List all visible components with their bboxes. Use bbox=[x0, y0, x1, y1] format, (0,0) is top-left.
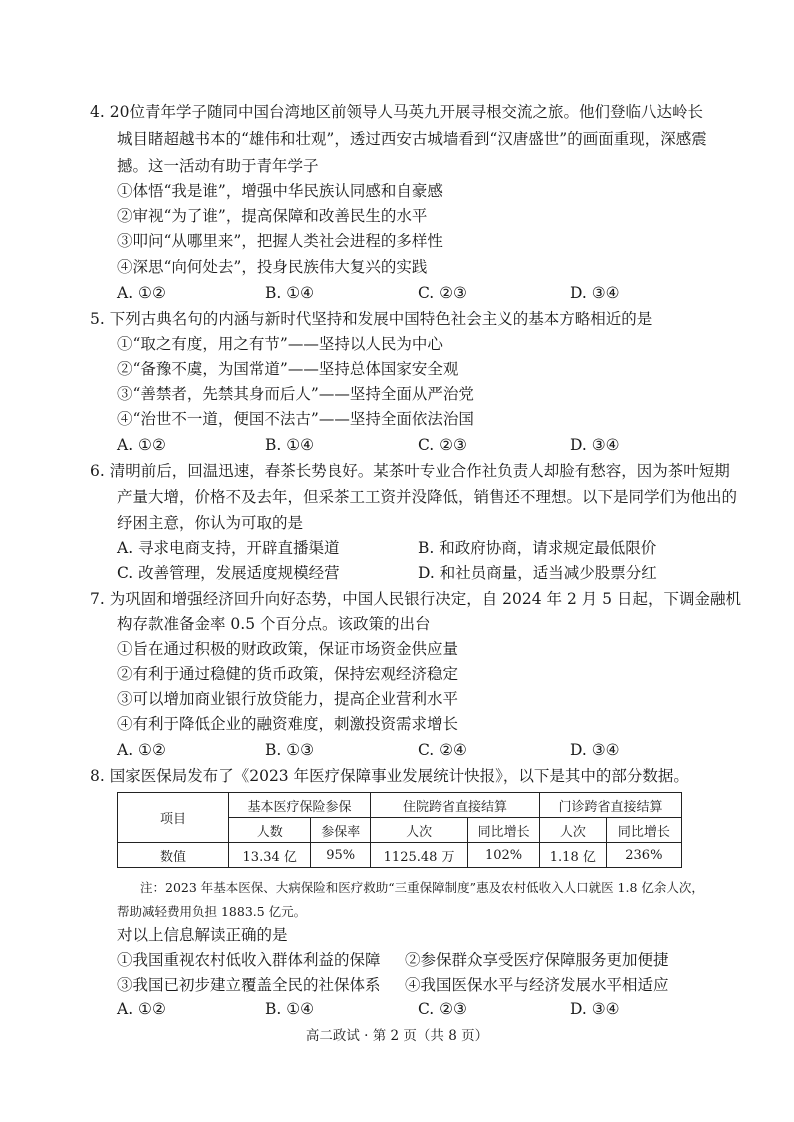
q8-option-b: B. ①④ bbox=[265, 1000, 315, 1018]
q8-stem-line1: 8. 国家医保局发布了《2023 年医疗保障事业发展统计快报》，以下是其中的部分数据。 bbox=[90, 767, 689, 785]
table-cell: 102% bbox=[468, 843, 540, 868]
q4-option-c: C. ②③ bbox=[418, 284, 467, 302]
table-subheader: 人次 bbox=[371, 818, 468, 843]
q7-stem-line2: 构存款准备金率 0.5 个百分点。该政策的出台 bbox=[117, 615, 431, 633]
q8-option-a: A. ①② bbox=[117, 1000, 166, 1018]
q5-option-d: D. ③④ bbox=[570, 436, 620, 454]
q4-item-1: ①体悟“我是谁”，增强中华民族认同感和自豪感 bbox=[117, 182, 443, 200]
table-subheader: 参保率 bbox=[311, 818, 371, 843]
q8-prompt: 对以上信息解读正确的是 bbox=[117, 926, 288, 944]
q5-option-a: A. ①② bbox=[117, 436, 166, 454]
table-cell: 236% bbox=[606, 843, 681, 868]
q4-option-b: B. ①④ bbox=[265, 284, 315, 302]
q8-note-line2: 帮助减轻费用负担 1883.5 亿元。 bbox=[117, 904, 307, 919]
q6-option-d: D. 和社员商量，适当减少股票分红 bbox=[418, 564, 657, 582]
table-subheader: 同比增长 bbox=[606, 818, 681, 843]
q8-note-line1: 注：2023 年基本医保、大病保险和医疗救助“三重保障制度”惠及农村低收入人口就医 1.8 亿余人次， bbox=[140, 880, 704, 895]
q5-item-3: ③“善禁者，先禁其身而后人”——坚持全面从严治党 bbox=[117, 385, 474, 403]
q7-item-3: ③可以增加商业银行放贷能力，提高企业营利水平 bbox=[117, 690, 459, 708]
q6-stem-line3: 纾困主意，你认为可取的是 bbox=[117, 514, 304, 532]
q7-item-4: ④有利于降低企业的融资难度，刺激投资需求增长 bbox=[117, 715, 459, 733]
q7-option-b: B. ①③ bbox=[265, 741, 315, 759]
q4-item-3: ③叩问“从哪里来”，把握人类社会进程的多样性 bbox=[117, 232, 443, 250]
table-cell: 13.34 亿 bbox=[229, 843, 311, 868]
table-cell: 95% bbox=[311, 843, 371, 868]
q4-option-a: A. ①② bbox=[117, 284, 166, 302]
table-cell: 1.18 亿 bbox=[539, 843, 606, 868]
q6-option-a: A. 寻求电商支持，开辟直播渠道 bbox=[117, 539, 340, 557]
q6-stem-line2: 产量大增，价格不及去年，但采茶工工资并没降低，销售还不理想。以下是同学们为他出的 bbox=[117, 488, 738, 506]
table-subheader: 人数 bbox=[229, 818, 311, 843]
table-cell: 1125.48 万 bbox=[371, 843, 468, 868]
table-header-group1: 基本医疗保险参保 bbox=[229, 793, 371, 818]
q8-option-c: C. ②③ bbox=[418, 1000, 467, 1018]
q5-item-2: ②“备豫不虞，为国常道”——坚持总体国家安全观 bbox=[117, 360, 459, 378]
q7-option-a: A. ①② bbox=[117, 741, 166, 759]
table-header-group3: 门诊跨省直接结算 bbox=[539, 793, 681, 818]
table-header-group2: 住院跨省直接结算 bbox=[371, 793, 540, 818]
q4-option-d: D. ③④ bbox=[570, 284, 620, 302]
q7-option-d: D. ③④ bbox=[570, 741, 620, 759]
q8-item-2: ②参保群众享受医疗保障服务更加便捷 bbox=[405, 951, 669, 969]
statistics-table bbox=[117, 792, 682, 868]
table-subheader: 同比增长 bbox=[468, 818, 540, 843]
q8-item-1: ①我国重视农村低收入群体利益的保障 bbox=[117, 951, 381, 969]
q5-option-c: C. ②③ bbox=[418, 436, 467, 454]
q4-item-4: ④深思“向何处去”，投身民族伟大复兴的实践 bbox=[117, 258, 428, 276]
table-subheader: 人次 bbox=[539, 818, 606, 843]
q5-stem-line1: 5. 下列古典名句的内涵与新时代坚持和发展中国特色社会主义的基本方略相近的是 bbox=[90, 310, 653, 328]
q7-option-c: C. ②④ bbox=[418, 741, 467, 759]
q5-item-4: ④“治世不一道，便国不法古”——坚持全面依法治国 bbox=[117, 410, 474, 428]
q5-item-1: ①“取之有度，用之有节”——坚持以人民为中心 bbox=[117, 335, 443, 353]
q8-item-4: ④我国医保水平与经济发展水平相适应 bbox=[405, 976, 669, 994]
table-row-label: 数值 bbox=[118, 843, 229, 868]
q7-stem-line1: 7. 为巩固和增强经济回升向好态势，中国人民银行决定，自 2024 年 2 月 5 日起，下调金融机 bbox=[90, 590, 741, 608]
q4-stem-line1: 4. 20位青年学子随同中国台湾地区前领导人马英九开展寻根交流之旅。他们登临八达岭长 bbox=[90, 103, 703, 121]
q5-option-b: B. ①④ bbox=[265, 436, 315, 454]
q4-item-2: ②审视“为了谁”，提高保障和改善民生的水平 bbox=[117, 207, 428, 225]
q6-stem-line1: 6. 清明前后，回温迅速，春茶长势良好。某茶叶专业合作社负责人却脸有愁容，因为茶叶短期 bbox=[90, 462, 730, 480]
q7-item-1: ①旨在通过积极的财政政策，保证市场资金供应量 bbox=[117, 640, 459, 658]
q6-option-c: C. 改善管理，发展适度规模经营 bbox=[117, 564, 340, 582]
table-header-item: 项目 bbox=[118, 793, 229, 843]
q7-item-2: ②有利于通过稳健的货币政策，保持宏观经济稳定 bbox=[117, 665, 459, 683]
q6-option-b: B. 和政府协商，请求规定最低限价 bbox=[418, 539, 657, 557]
q8-option-d: D. ③④ bbox=[570, 1000, 620, 1018]
q8-item-3: ③我国已初步建立覆盖全民的社保体系 bbox=[117, 976, 381, 994]
q4-stem-line3: 撼。这一活动有助于青年学子 bbox=[117, 157, 319, 175]
page-footer: 高二政试 · 第 2 页（共 8 页） bbox=[305, 1028, 489, 1044]
q4-stem-line2: 城目睹超越书本的“雄伟和壮观”，透过西安古城墙看到“汉唐盛世”的画面重现，深感震 bbox=[117, 130, 707, 148]
